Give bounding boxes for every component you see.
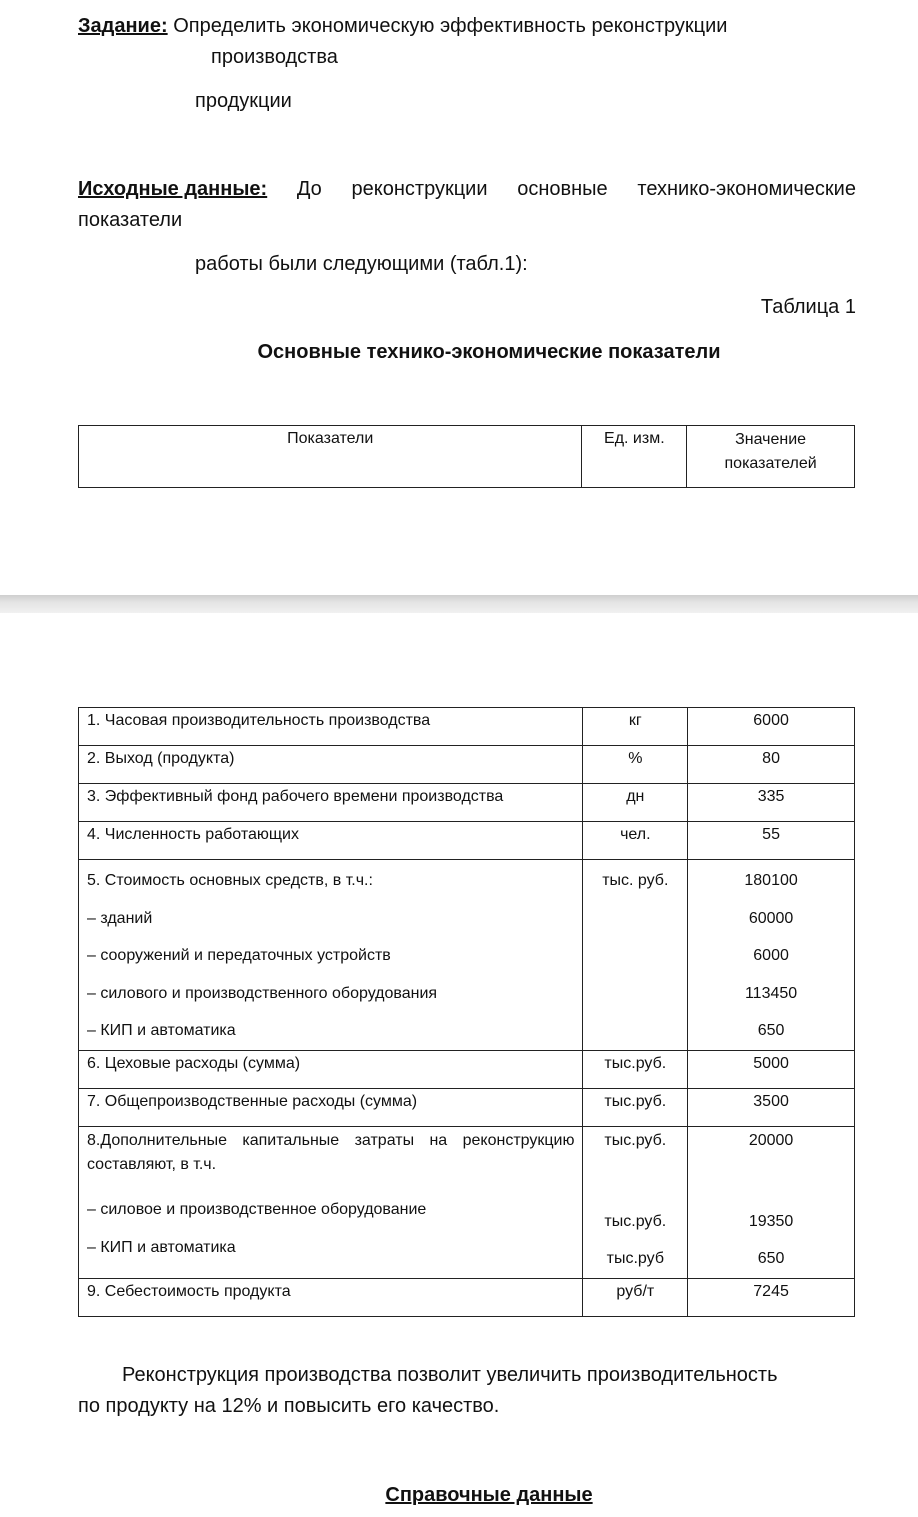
table-row [79, 1088, 855, 1126]
row-value: 55 [762, 826, 780, 843]
row-value: 20000 [748, 1131, 794, 1149]
row-sub-value: 19350 [748, 1212, 794, 1230]
header-indicators: Показатели [287, 430, 374, 447]
source-label: Исходные данные: [78, 178, 268, 200]
row-value: 180100 [744, 872, 798, 889]
row-sub-value: 60000 [748, 909, 794, 927]
task-text-cont: производства [211, 46, 338, 68]
row-unit: тыс.руб. [604, 1092, 667, 1110]
table-row [79, 708, 855, 746]
row-sub-name: – силовое и производственное оборудование [87, 1200, 427, 1218]
row8-name-line1 [87, 1129, 574, 1153]
row-value: 80 [762, 750, 780, 767]
source-text-cont: показатели [78, 209, 183, 231]
paragraph-line2: по продукту на 12% и повысить его качество. [78, 1395, 500, 1417]
header-value-line1: Значение [735, 431, 807, 448]
indicators-table [78, 707, 855, 1317]
row-value: 7245 [753, 1282, 789, 1300]
row-name: 9. Себестоимость продукта [87, 1282, 291, 1300]
source-text-cont2: работы были следующими (табл.1): [195, 253, 528, 275]
row-sub-value: 113450 [744, 984, 798, 1002]
paragraph-line1: Реконструкция производства позволит увеличить производительность [122, 1364, 778, 1386]
task-label: Задание: [78, 15, 168, 37]
row-unit: тыс. руб. [602, 872, 669, 889]
row-name: 7. Общепроизводственные расходы (сумма) [87, 1092, 418, 1110]
reference-title: Справочные данные [385, 1484, 593, 1506]
row-sub-name: – зданий [87, 909, 153, 927]
row-unit: руб/т [616, 1282, 655, 1300]
task-text-cont2: продукции [195, 90, 292, 112]
row-name: 4. Численность работающих [87, 826, 299, 843]
table-row [79, 746, 855, 784]
row-sub-name: – КИП и автоматика [87, 1022, 236, 1039]
table-row [79, 1050, 855, 1088]
row-name: 6. Цеховые расходы (сумма) [87, 1054, 301, 1072]
table-caption: Таблица 1 [760, 296, 856, 318]
row-name: 5. Стоимость основных средств, в т.ч.: [87, 872, 373, 889]
source-word: основные [517, 178, 608, 200]
row-sub-unit: тыс.руб. [604, 1212, 667, 1230]
row-unit: тыс.руб. [604, 1054, 667, 1072]
source-word: До [296, 178, 322, 200]
row-name: 8.Дополнительные капитальные затраты на реконструкцию [87, 1131, 575, 1149]
row-sub-value: 650 [757, 1022, 785, 1039]
row-name-cont: составляют, в т.ч. [87, 1155, 217, 1173]
row-name: 2. Выход (продукта) [87, 750, 235, 767]
row-sub-name: – КИП и автоматика [87, 1238, 236, 1256]
page-separator [0, 595, 918, 613]
row-sub-name: – силового и производственного оборудования [87, 984, 438, 1002]
header-value [687, 426, 854, 476]
table-row [79, 1126, 855, 1278]
row-value: 3500 [753, 1092, 789, 1110]
table-row [79, 822, 855, 860]
row-value: 5000 [753, 1054, 789, 1072]
row-value: 6000 [753, 712, 789, 729]
table-row [79, 1278, 855, 1316]
row-unit: % [628, 750, 643, 767]
source-word: реконструкции [351, 178, 488, 200]
source-word: технико-экономические [637, 178, 856, 200]
row-name: 3. Эффективный фонд рабочего времени производства [87, 788, 504, 805]
row-name: 1. Часовая производительность производства [87, 712, 431, 729]
document-page-2 [0, 613, 918, 1517]
source-line [78, 176, 856, 202]
row-value: 335 [757, 788, 785, 805]
row-sub-unit: тыс.руб [606, 1249, 664, 1267]
row-sub-value: 650 [757, 1249, 785, 1267]
table-title: Основные технико-экономические показатели [257, 341, 721, 363]
table-row [79, 784, 855, 822]
header-value-line2: показателей [724, 455, 817, 472]
task-line [78, 13, 727, 39]
document-page-1 [0, 0, 918, 595]
table-row [79, 860, 855, 1051]
row-sub-value: 6000 [753, 947, 789, 964]
row-unit: дн [626, 788, 645, 805]
row-unit: кг [628, 712, 642, 729]
row-unit: чел. [620, 826, 651, 843]
table-header [78, 425, 855, 488]
row-unit: тыс.руб. [604, 1131, 667, 1149]
header-unit: Ед. изм. [604, 430, 665, 447]
task-text: Определить экономическую эффективность реконструкции [173, 15, 728, 37]
row-sub-name: – сооружений и передаточных устройств [87, 947, 391, 964]
